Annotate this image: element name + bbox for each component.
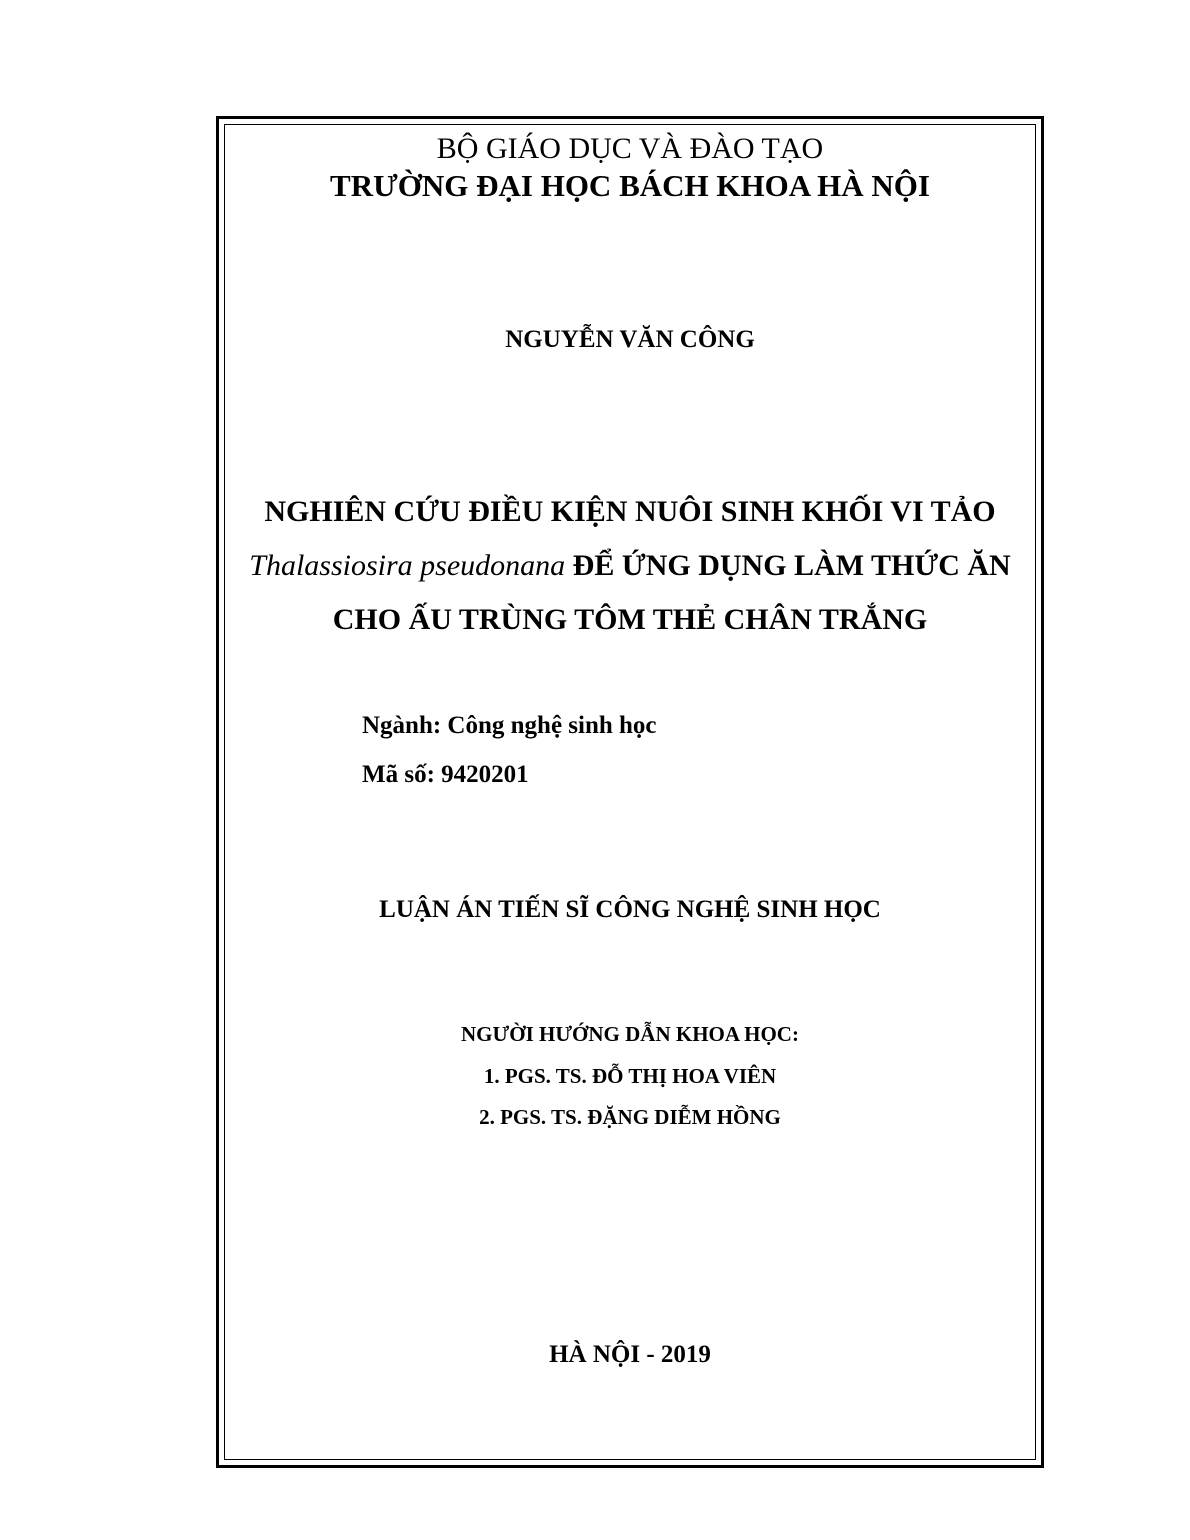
thesis-title-line-2-rest: ĐỂ ỨNG DỤNG LÀM THỨC ĂN bbox=[565, 549, 1011, 582]
supervisor-item: 2. PGS. TS. ĐẶNG DIỄM HỒNG bbox=[479, 1105, 781, 1129]
major-code: Mã số: 9420201 bbox=[362, 761, 529, 788]
university-name: TRƯỜNG ĐẠI HỌC BÁCH KHOA HÀ NỘI bbox=[330, 168, 930, 203]
ministry-name: BỘ GIÁO DỤC VÀ ĐÀO TẠO bbox=[436, 132, 824, 165]
supervisors-heading: NGƯỜI HƯỚNG DẪN KHOA HỌC: bbox=[461, 1022, 799, 1046]
supervisor-item: 1. PGS. TS. ĐỖ THỊ HOA VIÊN bbox=[483, 1064, 777, 1088]
thesis-title-line-1: NGHIÊN CỨU ĐIỀU KIỆN NUÔI SINH KHỐI VI TẢO bbox=[264, 495, 996, 528]
page-border-inner bbox=[224, 124, 1036, 1460]
place-and-year: HÀ NỘI - 2019 bbox=[549, 1341, 711, 1368]
thesis-type: LUẬN ÁN TIẾN SĨ CÔNG NGHỆ SINH HỌC bbox=[379, 896, 881, 923]
major-field: Ngành: Công nghệ sinh học bbox=[362, 712, 657, 739]
author-name: NGUYỄN VĂN CÔNG bbox=[505, 326, 755, 353]
thesis-title-line-2 bbox=[224, 551, 1036, 581]
thesis-title-line-3: CHO ẤU TRÙNG TÔM THẺ CHÂN TRẮNG bbox=[332, 603, 928, 636]
species-name: Thalassiosira pseudonana bbox=[249, 549, 566, 582]
